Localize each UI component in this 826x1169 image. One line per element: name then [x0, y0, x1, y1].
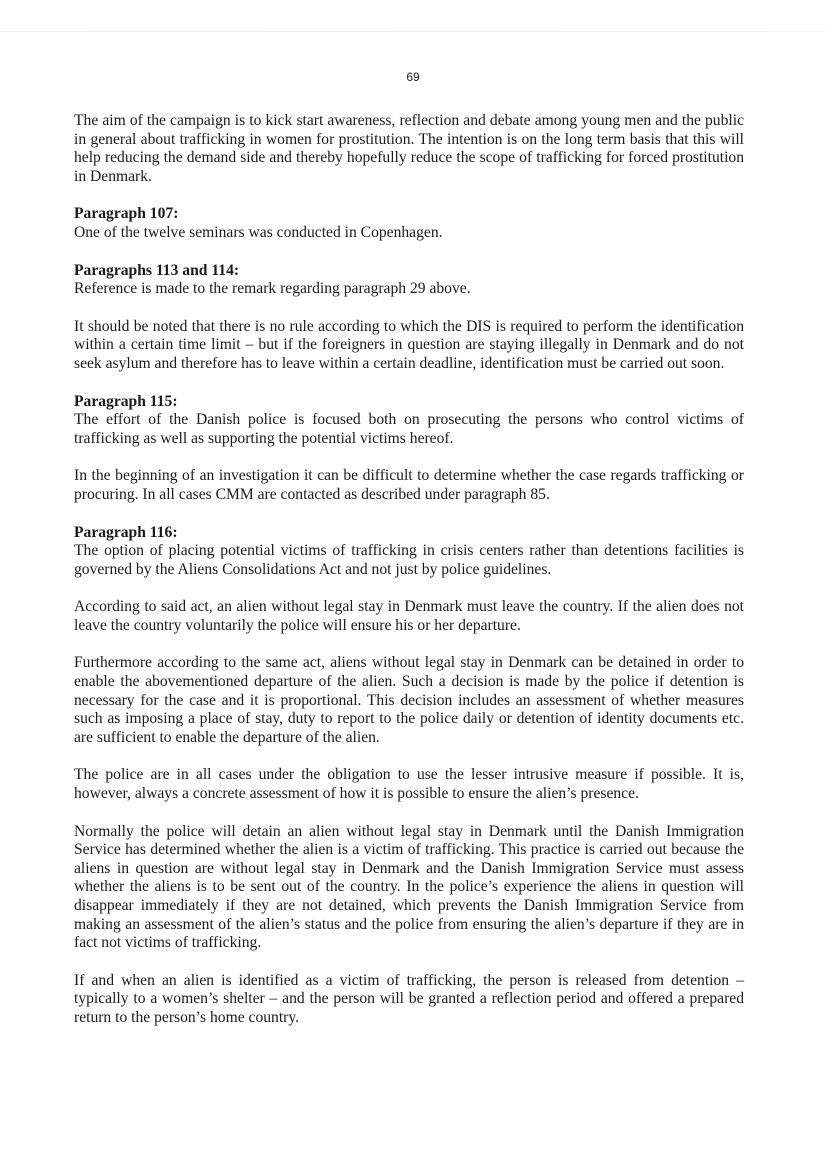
body-text: If and when an alien is identified as a victim of trafficking, the person is released from detention – typically to a women’s shelter – and the person will be granted a reflection period and offered a prepared return to the person’s home country.	[74, 971, 744, 1026]
paragraph-said-act	[74, 598, 744, 635]
body-text: According to said act, an alien without legal stay in Denmark must leave the country. If the alien does not leave the country voluntarily the police will ensure his or her departure.	[74, 598, 744, 634]
body-text: Reference is made to the remark regarding paragraph 29 above.	[74, 280, 471, 298]
section-paragraph-116	[74, 524, 744, 580]
section-heading: Paragraph 116:	[74, 523, 178, 541]
paragraph-investigation	[74, 467, 744, 504]
section-heading: Paragraphs 113 and 114:	[74, 261, 240, 279]
paragraph-lesser-measure	[74, 766, 744, 803]
paragraph-detention	[74, 654, 744, 747]
paragraph-identification-time-limit	[74, 318, 744, 374]
body-text: The police are in all cases under the obligation to use the lesser intrusive measure if possible. It is, however, always a concrete assessment of how it is possible to ensure the alien’s presence.	[74, 766, 744, 803]
document-body	[74, 112, 744, 1047]
paragraph-campaign-aim	[74, 112, 744, 186]
paragraph-victim-release	[74, 972, 744, 1028]
body-text: Normally the police will detain an alien without legal stay in Denmark until the Danish Immigration Service has determined whether the alien is a victim of trafficking. This practice is carried out because the aliens in question are without legal stay in Denmark and the Danish Immigration Service must assess whether the aliens is to be sent out of the country. In the police’s experience the aliens in question will disappear immediately if they are not detained, which prevents the Danish Immigration Service from making an assessment of the alien’s status and the police from ensuring the alien’s departure if they are in fact not victims of trafficking.	[74, 822, 744, 952]
section-paragraph-107	[74, 205, 744, 242]
section-paragraphs-113-114	[74, 262, 744, 299]
section-heading: Paragraph 107:	[74, 205, 179, 223]
page-number: 69	[406, 70, 420, 84]
body-text: One of the twelve seminars was conducted in Copenhagen.	[74, 223, 443, 241]
body-text: Furthermore according to the same act, aliens without legal stay in Denmark can be detained in order to enable the abovementioned departure of the alien. Such a decision is made by the police if detention is necessary for the case and it is proportional. This decision includes an assessment of whether measures such as imposing a place of stay, duty to report to the police daily or detention of identity documents etc. are sufficient to enable the departure of the alien.	[74, 654, 744, 746]
body-text: It should be noted that there is no rule according to which the DIS is required to perform the identification within a certain time limit – but if the foreigners in question are staying illegally in Denmark and do not seek asylum and therefore has to leave within a certain deadline, identification must be carried out soon.	[74, 317, 744, 372]
paragraph-normal-practice	[74, 823, 744, 953]
body-text: The option of placing potential victims of trafficking in crisis centers rather than detentions facilities is governed by the Aliens Consolidations Act and not just by police guidelines.	[74, 542, 744, 578]
section-heading: Paragraph 115:	[74, 392, 178, 410]
body-text: In the beginning of an investigation it can be difficult to determine whether the case regards trafficking or procuring. In all cases CMM are contacted as described under paragraph 85.	[74, 467, 744, 503]
body-text: The aim of the campaign is to kick start awareness, reflection and debate among young men and the public in general about trafficking in women for prostitution. The intention is on the long term basis that this will help reducing the demand side and thereby hopefully reduce the scope of trafficking for forced prostitution in Denmark.	[74, 112, 744, 185]
section-paragraph-115	[74, 393, 744, 449]
body-text: The effort of the Danish police is focused both on prosecuting the persons who control victims of trafficking as well as supporting the potential victims hereof.	[74, 411, 744, 447]
scan-edge-line	[0, 31, 826, 32]
